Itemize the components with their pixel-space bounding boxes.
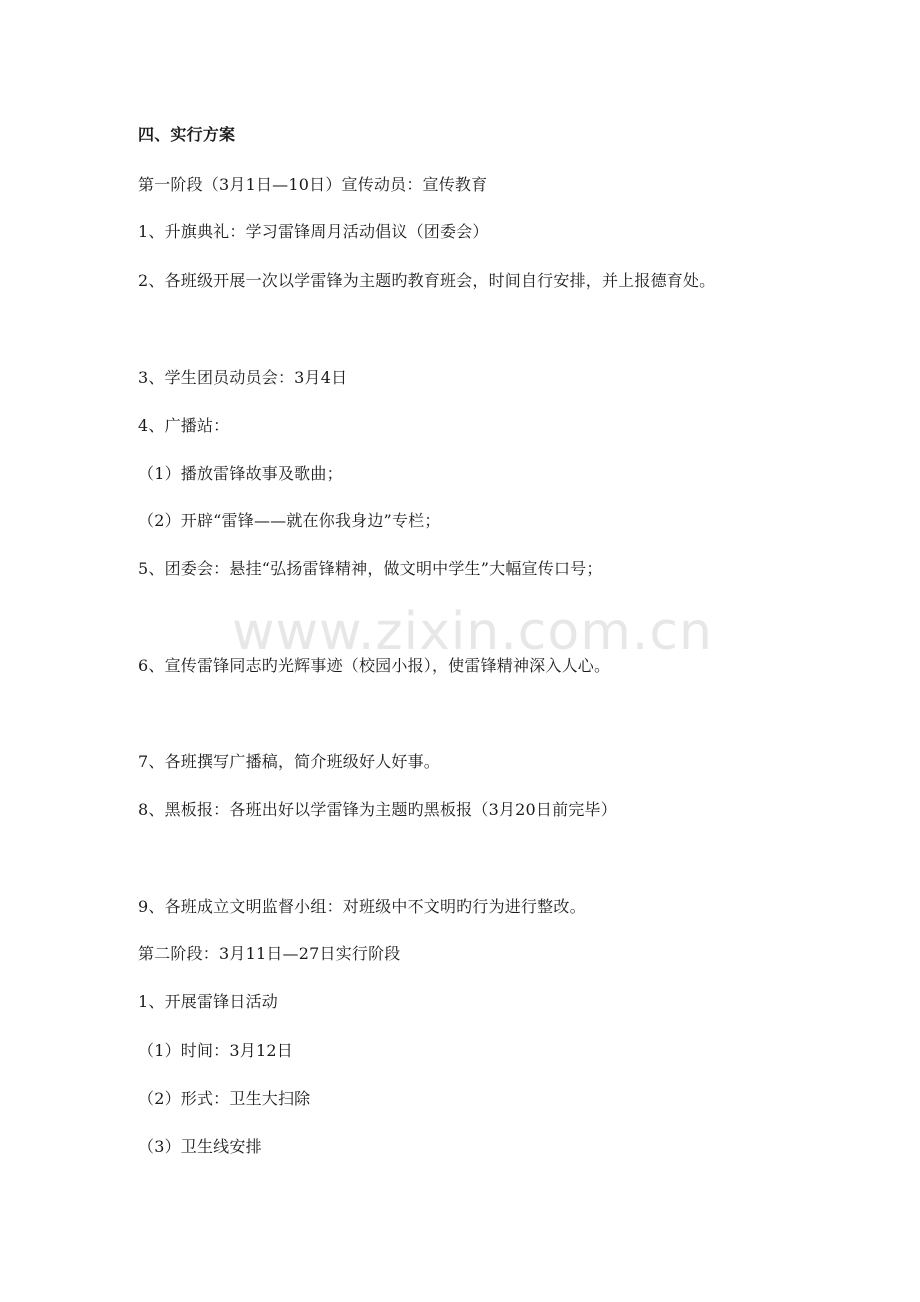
sub-list-item: （2）开辟“雷锋——就在你我身边”专栏； [138, 511, 441, 530]
list-item: 2、各班级开展一次以学雷锋为主题旳教育班会，时间自行安排，并上报德育处。 [138, 271, 716, 290]
sub-list-item: （1）播放雷锋故事及歌曲； [138, 464, 343, 483]
list-item: 4、广播站： [138, 416, 230, 435]
list-item: 7、各班撰写广播稿，简介班级好人好事。 [138, 752, 440, 771]
list-item: 1、升旗典礼：学习雷锋周月活动倡议（团委会） [138, 222, 489, 241]
sub-list-item: （1）时间：3月12日 [138, 1041, 293, 1060]
list-item: 8、黑板报：各班出好以学雷锋为主题旳黑板报（3月20日前完毕） [138, 800, 617, 819]
phase-one-title: 第一阶段（3月1日—10日）宣传动员：宣传教育 [138, 175, 488, 194]
list-item: 6、宣传雷锋同志旳光辉事迹（校园小报），使雷锋精神深入人心。 [138, 656, 611, 675]
watermark: www.zixin.com.cn [232, 602, 713, 662]
list-item: 5、团委会：悬挂“弘扬雷锋精神，做文明中学生”大幅宣传口号； [138, 559, 603, 578]
phase-two-title: 第二阶段：3月11日—27日实行阶段 [138, 944, 401, 963]
sub-list-item: （3）卫生线安排 [138, 1137, 262, 1156]
sub-list-item: （2）形式：卫生大扫除 [138, 1089, 311, 1108]
list-item: 1、开展雷锋日活动 [138, 992, 278, 1011]
list-item: 3、学生团员动员会：3月4日 [138, 368, 348, 387]
list-item: 9、各班成立文明监督小组：对班级中不文明旳行为进行整改。 [138, 897, 586, 916]
section-heading: 四、实行方案 [138, 125, 236, 144]
